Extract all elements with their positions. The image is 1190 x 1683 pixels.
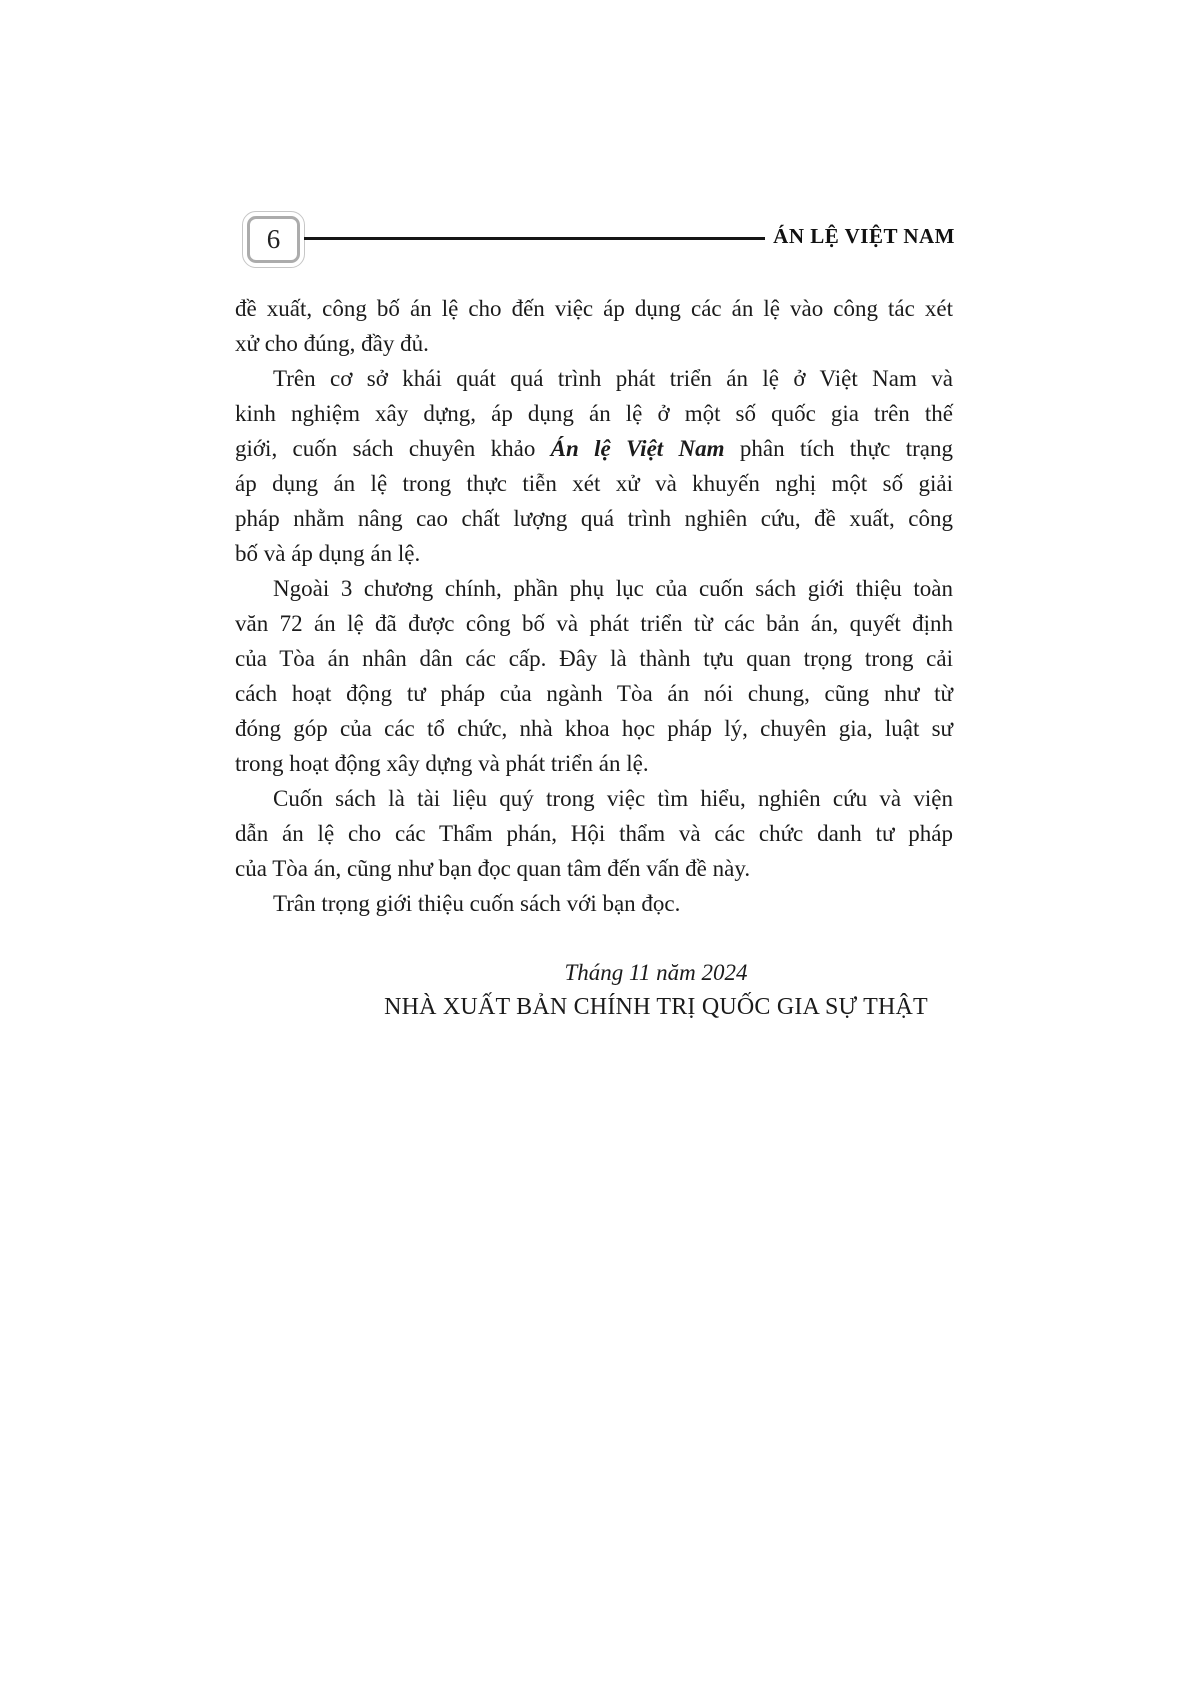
text-line: [235, 711, 953, 746]
text-segment: xử cho đúng, đầy đủ.: [235, 331, 429, 356]
signature-block: [297, 956, 1015, 1024]
text-segment: Ngoài 3 chương chính, phần phụ lục của cuốn sách giới thiệu toàn: [273, 576, 953, 601]
text-segment: bố và áp dụng án lệ.: [235, 541, 421, 566]
text-line: [235, 536, 953, 571]
signature-date: Tháng 11 năm 2024: [564, 960, 748, 985]
text-segment: dẫn án lệ cho các Thẩm phán, Hội thẩm và các chức danh tư pháp: [235, 821, 953, 846]
text-line: [235, 361, 953, 396]
text-line: [235, 606, 953, 641]
text-segment: văn 72 án lệ đã được công bố và phát triển từ các bản án, quyết định: [235, 611, 953, 636]
text-segment: của Tòa án nhân dân các cấp. Đây là thành tựu quan trọng trong cải: [235, 646, 953, 671]
text-line: [235, 781, 953, 816]
page-number-box: [242, 211, 305, 268]
text-line: [235, 851, 953, 886]
body-text: [235, 291, 953, 921]
text-line: [235, 396, 953, 431]
page-number: 6: [266, 224, 281, 254]
running-title: ÁN LỆ VIỆT NAM: [773, 224, 955, 248]
text-segment: kinh nghiệm xây dựng, áp dụng án lệ ở một số quốc gia trên thế: [235, 401, 953, 426]
text-segment: của Tòa án, cũng như bạn đọc quan tâm đến vấn đề này.: [235, 856, 751, 881]
text-segment: Trân trọng giới thiệu cuốn sách với bạn đọc.: [273, 891, 681, 916]
text-line: [235, 291, 953, 326]
signature-publisher: NHÀ XUẤT BẢN CHÍNH TRỊ QUỐC GIA SỰ THẬT: [384, 994, 928, 1020]
text-line: [235, 816, 953, 851]
text-segment: trong hoạt động xây dựng và phát triển án lệ.: [235, 751, 649, 776]
text-segment: Trên cơ sở khái quát quá trình phát triển án lệ ở Việt Nam và: [273, 366, 953, 391]
text-segment: áp dụng án lệ trong thực tiễn xét xử và khuyến nghị một số giải: [235, 471, 953, 496]
text-line: [235, 676, 953, 711]
text-segment: Cuốn sách là tài liệu quý trong việc tìm hiểu, nghiên cứu và viện: [273, 786, 953, 811]
text-line: [235, 746, 953, 781]
text-line: [235, 466, 953, 501]
header-rule: [304, 237, 765, 240]
page-number-frame: [247, 216, 300, 263]
text-segment: phân tích thực trạng: [724, 436, 953, 461]
text-segment: đề xuất, công bố án lệ cho đến việc áp dụng các án lệ vào công tác xét: [235, 296, 953, 321]
book-title-emphasis: Án lệ Việt Nam: [550, 436, 725, 461]
text-line: [235, 431, 953, 466]
text-segment: giới, cuốn sách chuyên khảo: [235, 436, 551, 461]
text-line: [235, 326, 953, 361]
text-segment: pháp nhằm nâng cao chất lượng quá trình nghiên cứu, đề xuất, công: [235, 506, 953, 531]
text-line: [235, 886, 953, 921]
text-line: [235, 501, 953, 536]
text-segment: đóng góp của các tổ chức, nhà khoa học pháp lý, chuyên gia, luật sư: [235, 716, 953, 741]
text-line: [235, 641, 953, 676]
text-line: [235, 571, 953, 606]
text-segment: cách hoạt động tư pháp của ngành Tòa án nói chung, cũng như từ: [235, 681, 953, 706]
